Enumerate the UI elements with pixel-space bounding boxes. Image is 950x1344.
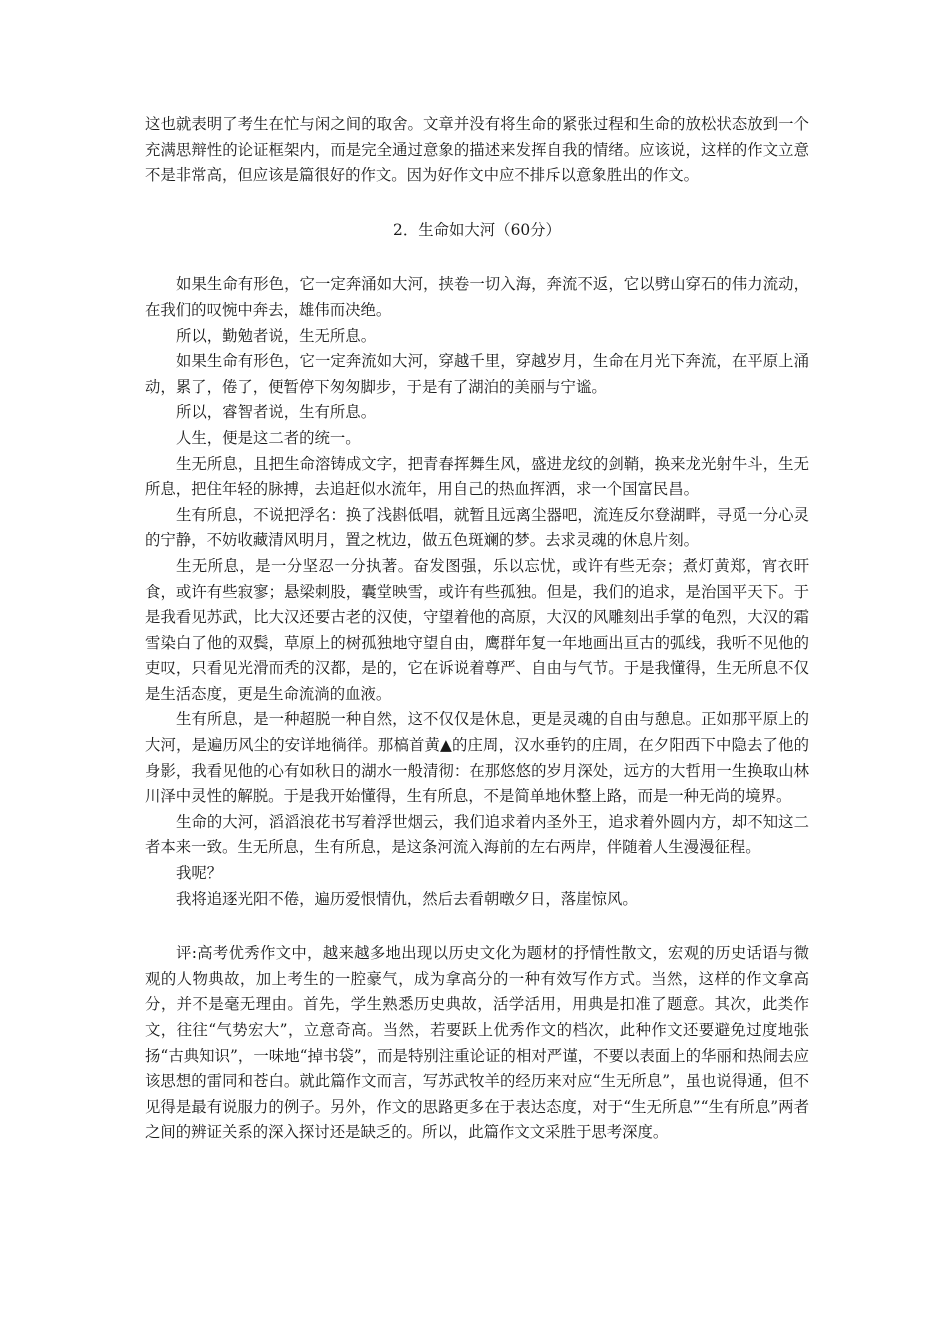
essay-paragraph: 生无所息，是一分坚忍一分执著。奋发图强，乐以忘忧，或许有些无奈；煮灯黄郑，宵衣旰食，或许有些寂寥；悬梁刺股，囊堂映雪，或许有些孤独。但是，我们的追求，是治国平天下。于是我看见苏武，比大汉还要古老的汉使，守望着他的高原，大汉的风雕刻出手掌的龟烈，大汉的霜雪染白了他的双鬓，草原上的树孤独地守望自由，鹰群年复一年地画出亘古的弧线，我听不见他的吏叹，只看见光滑而秃的汉都，是的，它在诉说着尊严、自由与气节。于是我懂得，生无所息不仅是生活态度，更是生命流淌的血液。: [145, 556, 809, 703]
essay-paragraph: 所以，睿智者说，生有所息。: [176, 403, 377, 422]
document-page: [145, 112, 809, 1146]
intro-paragraph: 这也就表明了考生在忙与闲之间的取舍。文章并没有将生命的紧张过程和生命的放松状态放到一个充满思辩性的论证框架内，而是完全通过意象的描述来发挥自我的情绪。应该说，这样的作文立意不是非常高，但应该是篇很好的作文。因为好作文中应不排斥以意象胜出的作文。: [145, 115, 809, 185]
essay-body: [145, 272, 809, 912]
essay-paragraph: 如果生命有形色，它一定奔流如大河，穿越千里，穿越岁月，生命在月光下奔流，在平原上涌动，累了，倦了，便暂停下匆匆脚步，于是有了湖泊的美丽与宁谧。: [145, 352, 809, 396]
essay-paragraph: 如果生命有形色，它一定奔涌如大河，挟卷一切入海，奔流不返，它以劈山穿石的伟力流动，在我们的叹惋中奔去，雄伟而决绝。: [145, 275, 809, 319]
essay-paragraph: 我呢？: [176, 864, 223, 883]
essay-paragraph: 我将追逐光阳不倦，遍历爱恨情仇，然后去看朝暾夕日，落崖惊风。: [176, 889, 638, 908]
essay-paragraph: 生命的大河，滔滔浪花书写着浮世烟云，我们追求着内圣外王，追求着外圆内方，却不知这二者本来一致。生无所息，生有所息，是这条河流入海前的左右两岸，伴随着人生漫漫征程。: [145, 812, 809, 857]
essay-title: 2．生命如大河（60分）: [393, 220, 561, 239]
spacer: [145, 243, 809, 272]
review-paragraph: 评:高考优秀作文中，越来越多地出现以历史文化为题材的抒情性散文，宏观的历史话语与微观的人物典故，加上考生的一腔豪气，成为拿高分的一种有效写作方式。当然，这样的作文拿高分，并不是毫无理由。首先，学生熟悉历史典故，活学活用，用典是扣准了题意。其次，此类作文，往往“气势宏大”，立意奇高。当然，若要跃上优秀作文的档次，此种作文还要避免过度地张扬“古典知识”，一味地“掉书袋”，而是特别注重论证的相对严谨，不要以表面上的华丽和热闹去应该思想的雷同和苍白。就此篇作文而言，写苏武牧羊的经历来对应“生无所息”，虽也说得通，但不见得是最有说服力的例子。另外，作文的思路更多在于表达态度，对于“生无所息”“生有所息”两者之间的辨证关系的深入探讨还是缺乏的。所以，此篇作文文采胜于思考深度。: [145, 944, 809, 1142]
spacer: [145, 912, 809, 941]
essay-paragraph: 生无所息，且把生命溶铸成文字，把青春挥舞生风，盛进龙纹的剑鞘，换来龙光射牛斗，生无所息，把住年轻的脉搏，去追赶似水流年，用自己的热血挥洒，求一个国富民昌。: [145, 454, 809, 499]
essay-paragraph: 所以，勤勉者说，生无所息。: [176, 326, 377, 345]
essay-paragraph: 人生，便是这二者的统一。: [176, 428, 361, 447]
spacer: [145, 189, 809, 218]
essay-paragraph: 生有所息，是一种超脱一种自然，这不仅仅是休息，更是灵魂的自由与憩息。正如那平原上的大河，是遍历风尘的安详地徜徉。那槁首黄▲的庄周，汉水垂钓的庄周，在夕阳西下中隐去了他的身影，我看见他的心有如秋日的湖水一般清彻：在那悠悠的岁月深处，远方的大哲用一生换取山林川泽中灵性的解脱。于是我开始懂得，生有所息，不是简单地休整上路，而是一种无尚的境界。: [145, 710, 809, 806]
essay-paragraph: 生有所息，不说把浮名：换了浅斟低唱，就暂且远离尘器吧，流连反尔登湖畔，寻觅一分心灵的宁静，不妨收藏清风明月，置之枕边，做五色斑斓的梦。去求灵魂的休息片刻。: [145, 505, 809, 550]
